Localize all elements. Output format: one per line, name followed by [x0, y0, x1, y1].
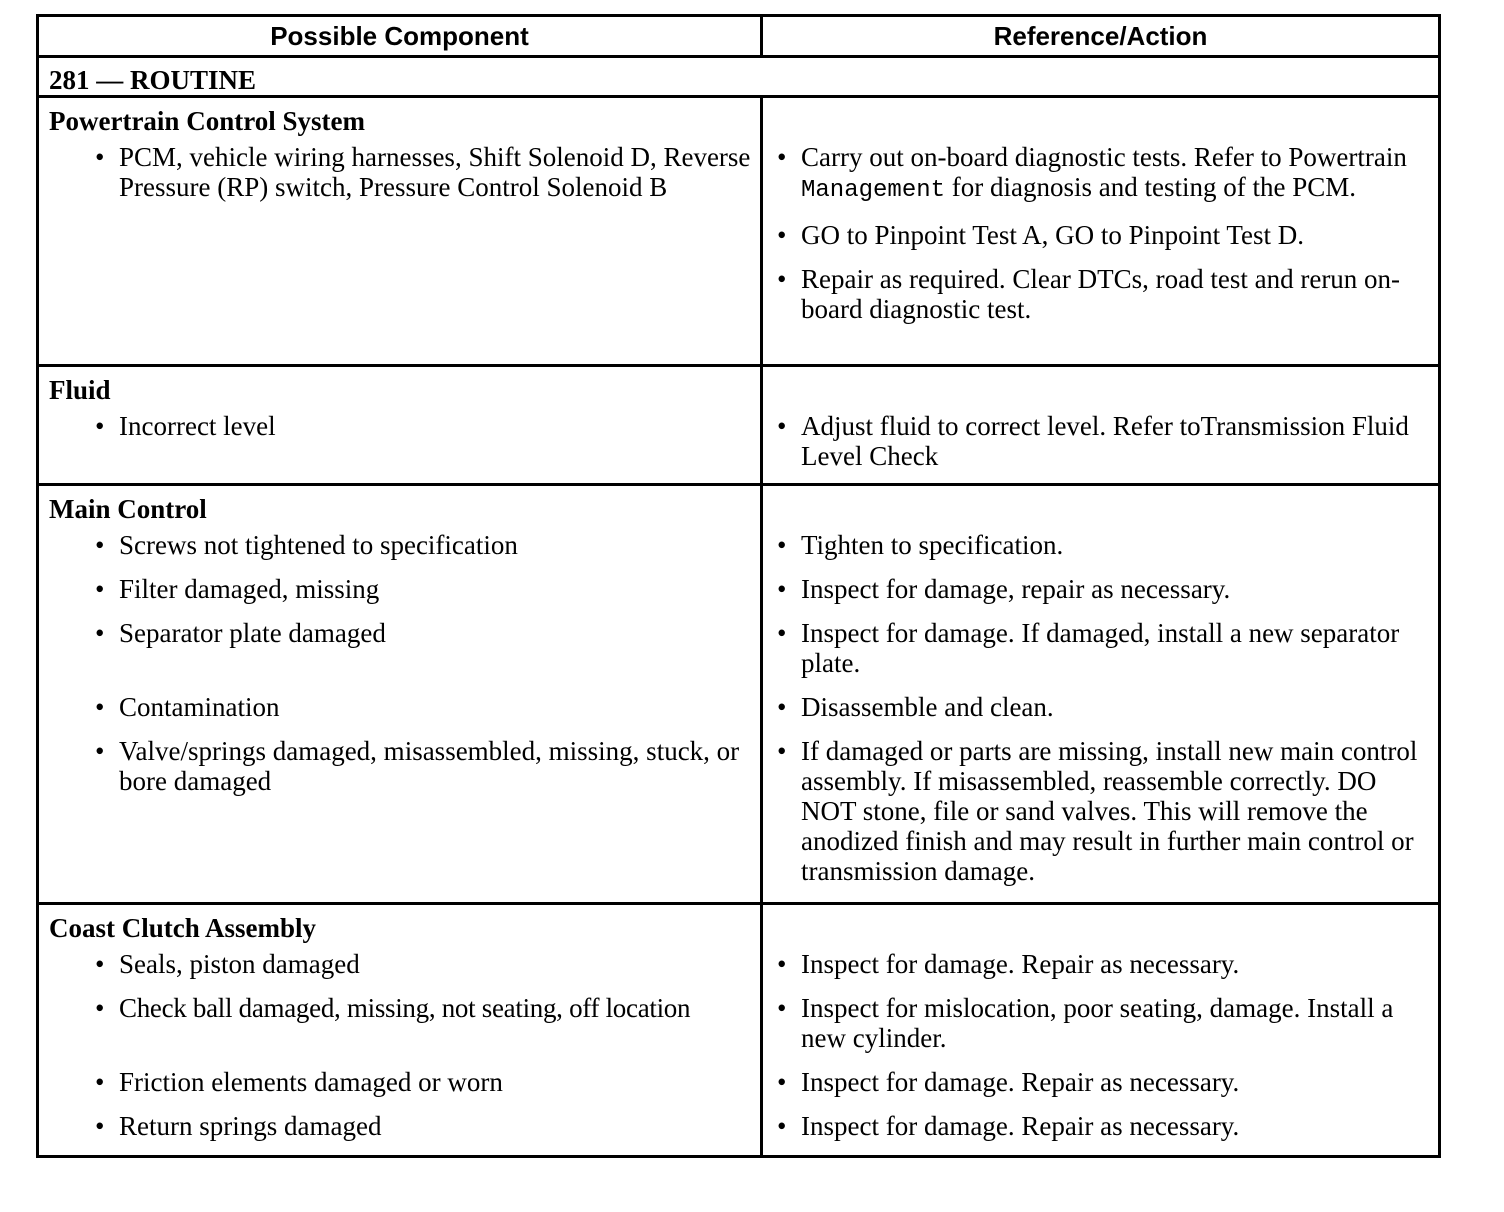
- component-item: • Incorrect level: [39, 411, 760, 441]
- component-item: • Contamination: [39, 692, 760, 722]
- action-item: • Tighten to specification.: [763, 530, 1438, 560]
- action-item: • Repair as required. Clear DTCs, road test and rerun on-board diagnostic test.: [763, 264, 1438, 324]
- component-cell: [38, 485, 762, 904]
- action-item: • Inspect for damage. If damaged, install a new separator plate.: [763, 618, 1438, 678]
- action-item: • Inspect for damage. Repair as necessary.: [763, 1067, 1438, 1097]
- routine-label: 281 — ROUTINE: [38, 57, 1440, 97]
- action-item: • Inspect for damage. Repair as necessary.: [763, 1111, 1438, 1141]
- action-item: • If damaged or parts are missing, install new main control assembly. If misassembled, reassemble correctly. DO NOT stone, file or sand valves. This will remove the anodized finish and may result in further main control or transmission damage.: [763, 736, 1438, 886]
- component-item: • Separator plate damaged: [39, 618, 760, 648]
- routine-row: [38, 57, 1440, 97]
- component-item: • Screws not tightened to specification: [39, 530, 760, 560]
- action-item: • Disassemble and clean.: [763, 692, 1438, 722]
- component-item: • Seals, piston damaged: [39, 949, 760, 979]
- action-cell: [762, 904, 1440, 1157]
- component-item: • Check ball damaged, missing, not seating, off location: [39, 993, 760, 1023]
- component-cell: [38, 97, 762, 366]
- action-cell: [762, 485, 1440, 904]
- component-item: • PCM, vehicle wiring harnesses, Shift Solenoid D, Reverse Pressure (RP) switch, Pressure Control Solenoid B: [39, 142, 760, 202]
- section-title: Fluid: [49, 375, 111, 405]
- section-row-powertrain: [38, 97, 1440, 366]
- action-cell: [762, 366, 1440, 485]
- header-row: [38, 16, 1440, 57]
- component-cell: [38, 366, 762, 485]
- action-cell: [762, 97, 1440, 366]
- action-item: • Inspect for mislocation, poor seating, damage. Install a new cylinder.: [763, 993, 1438, 1053]
- action-item: • GO to Pinpoint Test A, GO to Pinpoint Test D.: [763, 220, 1438, 250]
- section-row-coast-clutch: [38, 904, 1440, 1157]
- section-title: Main Control: [49, 494, 207, 524]
- action-text-mono: Management: [801, 177, 946, 204]
- component-item: • Filter damaged, missing: [39, 574, 760, 604]
- header-reference-action: Reference/Action: [762, 16, 1440, 57]
- action-item: • Inspect for damage. Repair as necessary.: [763, 949, 1438, 979]
- diagnostic-table: [36, 14, 1441, 1158]
- action-text: Carry out on-board diagnostic tests. Refer to Powertrain: [801, 142, 1407, 172]
- component-cell: [38, 904, 762, 1157]
- section-row-fluid: [38, 366, 1440, 485]
- component-item: • Friction elements damaged or worn: [39, 1067, 760, 1097]
- section-title: Coast Clutch Assembly: [49, 913, 317, 943]
- section-title: Powertrain Control System: [49, 106, 365, 136]
- component-item: • Return springs damaged: [39, 1111, 760, 1141]
- action-item: [763, 142, 1438, 206]
- header-possible-component: Possible Component: [38, 16, 762, 57]
- section-row-main-control: [38, 485, 1440, 904]
- action-item: • Inspect for damage, repair as necessary.: [763, 574, 1438, 604]
- action-text: for diagnosis and testing of the PCM.: [945, 172, 1357, 202]
- border-gap: [1136, 488, 1186, 494]
- component-item: • Valve/springs damaged, misassembled, missing, stuck, or bore damaged: [39, 736, 760, 796]
- action-item: • Adjust fluid to correct level. Refer toTransmission Fluid Level Check: [763, 411, 1438, 471]
